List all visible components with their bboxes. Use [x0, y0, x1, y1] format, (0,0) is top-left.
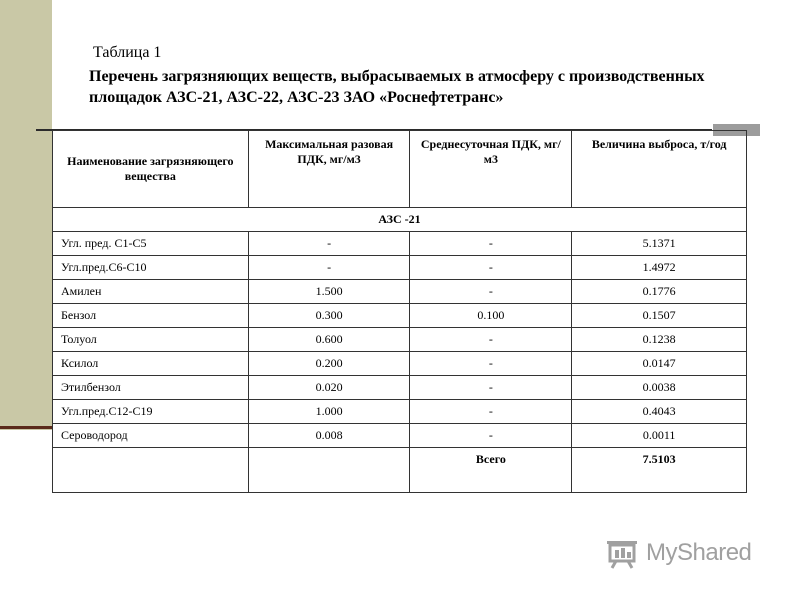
value-cell: 0.300 — [248, 304, 410, 328]
value-cell: 0.1507 — [572, 304, 747, 328]
substance-name-cell: Угл.пред.С12-С19 — [53, 400, 249, 424]
value-cell: 1.500 — [248, 280, 410, 304]
value-cell: 0.008 — [248, 424, 410, 448]
logo-text: MyShared — [646, 539, 752, 566]
divider-line — [36, 129, 52, 131]
substance-name-cell: Угл. пред. С1-С5 — [53, 232, 249, 256]
substance-name-cell: Этилбензол — [53, 376, 249, 400]
value-cell: - — [410, 328, 572, 352]
value-cell: 0.1776 — [572, 280, 747, 304]
value-cell: 0.4043 — [572, 400, 747, 424]
value-cell: 0.200 — [248, 352, 410, 376]
table-row — [53, 232, 747, 256]
table-row — [53, 424, 747, 448]
value-cell: 0.100 — [410, 304, 572, 328]
value-cell: - — [410, 256, 572, 280]
value-cell: - — [410, 280, 572, 304]
column-header: Максимальная разовая ПДК, мг/м3 — [248, 131, 410, 208]
table-row — [53, 328, 747, 352]
value-cell: 0.0011 — [572, 424, 747, 448]
value-cell: - — [410, 376, 572, 400]
substance-name-cell: Амилен — [53, 280, 249, 304]
value-cell: - — [410, 352, 572, 376]
total-row — [53, 448, 747, 493]
substance-name-cell: Толуол — [53, 328, 249, 352]
table-row — [53, 352, 747, 376]
substance-name-cell: Сероводород — [53, 424, 249, 448]
table-row — [53, 256, 747, 280]
section-label: АЗС -21 — [53, 208, 747, 232]
substance-name-cell: Бензол — [53, 304, 249, 328]
empty-cell — [248, 448, 410, 493]
value-cell: 1.4972 — [572, 256, 747, 280]
substance-name-cell: Ксилол — [53, 352, 249, 376]
value-cell: 0.600 — [248, 328, 410, 352]
myshared-logo — [606, 537, 751, 569]
table-row — [53, 376, 747, 400]
table-row — [53, 400, 747, 424]
emissions-table — [52, 130, 747, 493]
value-cell: 0.0147 — [572, 352, 747, 376]
value-cell: - — [248, 232, 410, 256]
table-row — [53, 304, 747, 328]
column-header: Среднесуточная ПДК, мг/м3 — [410, 131, 572, 208]
page-title: Перечень загрязняющих веществ, выбрасываемых в атмосферу с производственных площадок АЗС-21, АЗС-22, АЗС-23 ЗАО «Роснефтетранс» — [89, 68, 705, 106]
table-header-row — [53, 131, 747, 208]
section-row — [53, 208, 747, 232]
substance-name-cell: Угл.пред.С6-С10 — [53, 256, 249, 280]
table-row — [53, 280, 747, 304]
value-cell: - — [410, 232, 572, 256]
value-cell: 5.1371 — [572, 232, 747, 256]
value-cell: 0.020 — [248, 376, 410, 400]
table-caption: Таблица 1 — [93, 44, 162, 61]
value-cell: - — [410, 400, 572, 424]
column-header: Величина выброса, т/год — [572, 131, 747, 208]
column-header: Наименование загрязняющего вещества — [53, 131, 249, 208]
total-label: Всего — [410, 448, 572, 493]
presentation-board-icon — [606, 537, 640, 569]
decorative-sidebar — [0, 0, 52, 430]
value-cell: 0.1238 — [572, 328, 747, 352]
value-cell: 1.000 — [248, 400, 410, 424]
value-cell: - — [410, 424, 572, 448]
empty-cell — [53, 448, 249, 493]
divider-line — [0, 426, 52, 429]
value-cell: 0.0038 — [572, 376, 747, 400]
value-cell: - — [248, 256, 410, 280]
total-value: 7.5103 — [572, 448, 747, 493]
